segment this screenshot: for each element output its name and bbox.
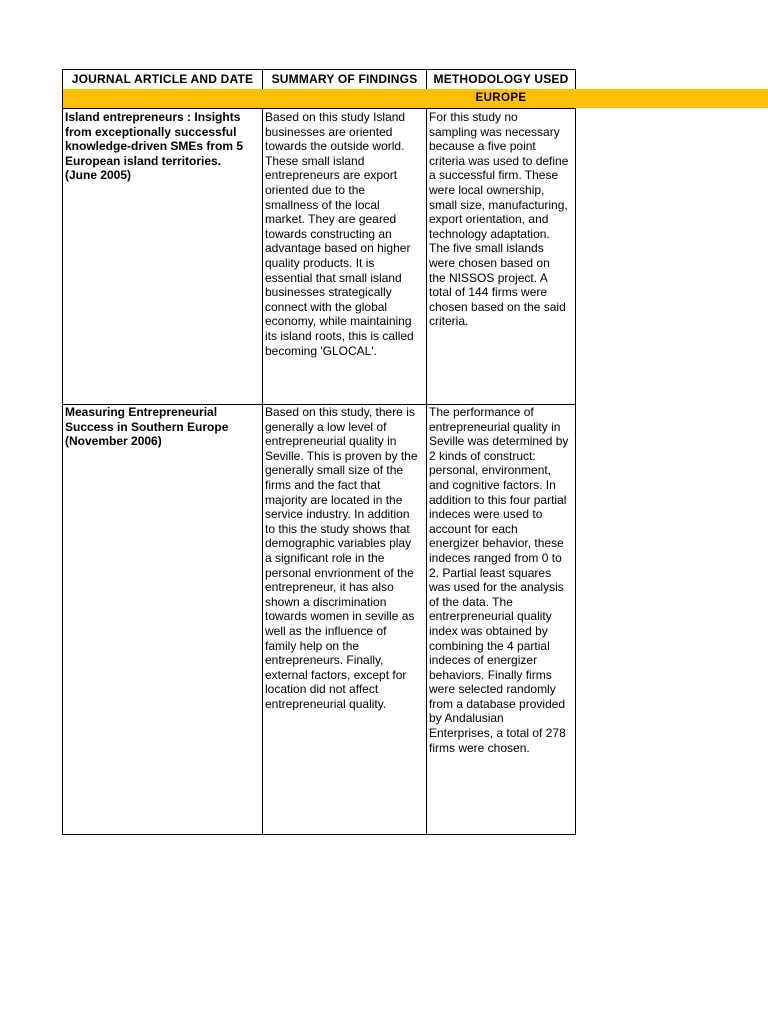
row1-article: Island entrepreneurs : Insights from exceptionally successful knowledge-driven SMEs from 5 European island territories. (June 2005) <box>62 108 263 405</box>
band-left-border <box>62 89 63 108</box>
region-label-europe: EUROPE <box>475 92 527 104</box>
header-summary-of-findings: SUMMARY OF FINDINGS <box>262 69 427 90</box>
header-article-date: JOURNAL ARTICLE AND DATE <box>62 69 263 90</box>
row1-methodology: For this study no sampling was necessary because a five point criteria was used to define a successful firm. These were local ownership, small size, manufacturing, export orientation, and technology adaptation. The five small islands were chosen based on the NISSOS project. A total of 144 firms were chosen based on the said criteria. <box>426 108 576 405</box>
region-band <box>62 89 768 108</box>
header-methodology-used: METHODOLOGY USED <box>426 69 576 90</box>
row2-summary: Based on this study, there is generally a low level of entrepreneurial quality in Seville. This is proven by the generally small size of the firms and the fact that majority are located in the service industry. In addition to this the study shows that demographic variables play a significant role in the personal envrionment of the entrepreneur, it has also shown a discrimination towards women in seville as well as the influence of family help on the entrepreneurs. Finally, external factors, except for location did not affect entrepreneurial quality. <box>262 404 427 835</box>
row2-methodology: The performance of entrepreneurial quality in Seville was determined by 2 kinds of construct: personal, environment, and cognitive factors. In addition to this four partial indeces were used to account for each energizer behavior, these indeces ranged from 0 to 2. Partial least squares was used for the analysis of the data. The entrerpreneurial quality index was obtained by combining the 4 partial indeces of energizer behaviors. Finally firms were selected randomly from a database provided by Andalusian Enterprises, a total of 278 firms were chosen. <box>426 404 576 835</box>
row2-article: Measuring Entrepreneurial Success in Southern Europe (November 2006) <box>62 404 263 835</box>
row1-summary: Based on this study Island businesses are oriented towards the outside world. These small island entrepreneurs are export oriented due to the smallness of the local market. They are geared towards constructing an advantage based on higher quality products. It is essential that small island businesses strategically connect with the global economy, while maintaining its island roots, this is called becoming 'GLOCAL'. <box>262 108 427 405</box>
